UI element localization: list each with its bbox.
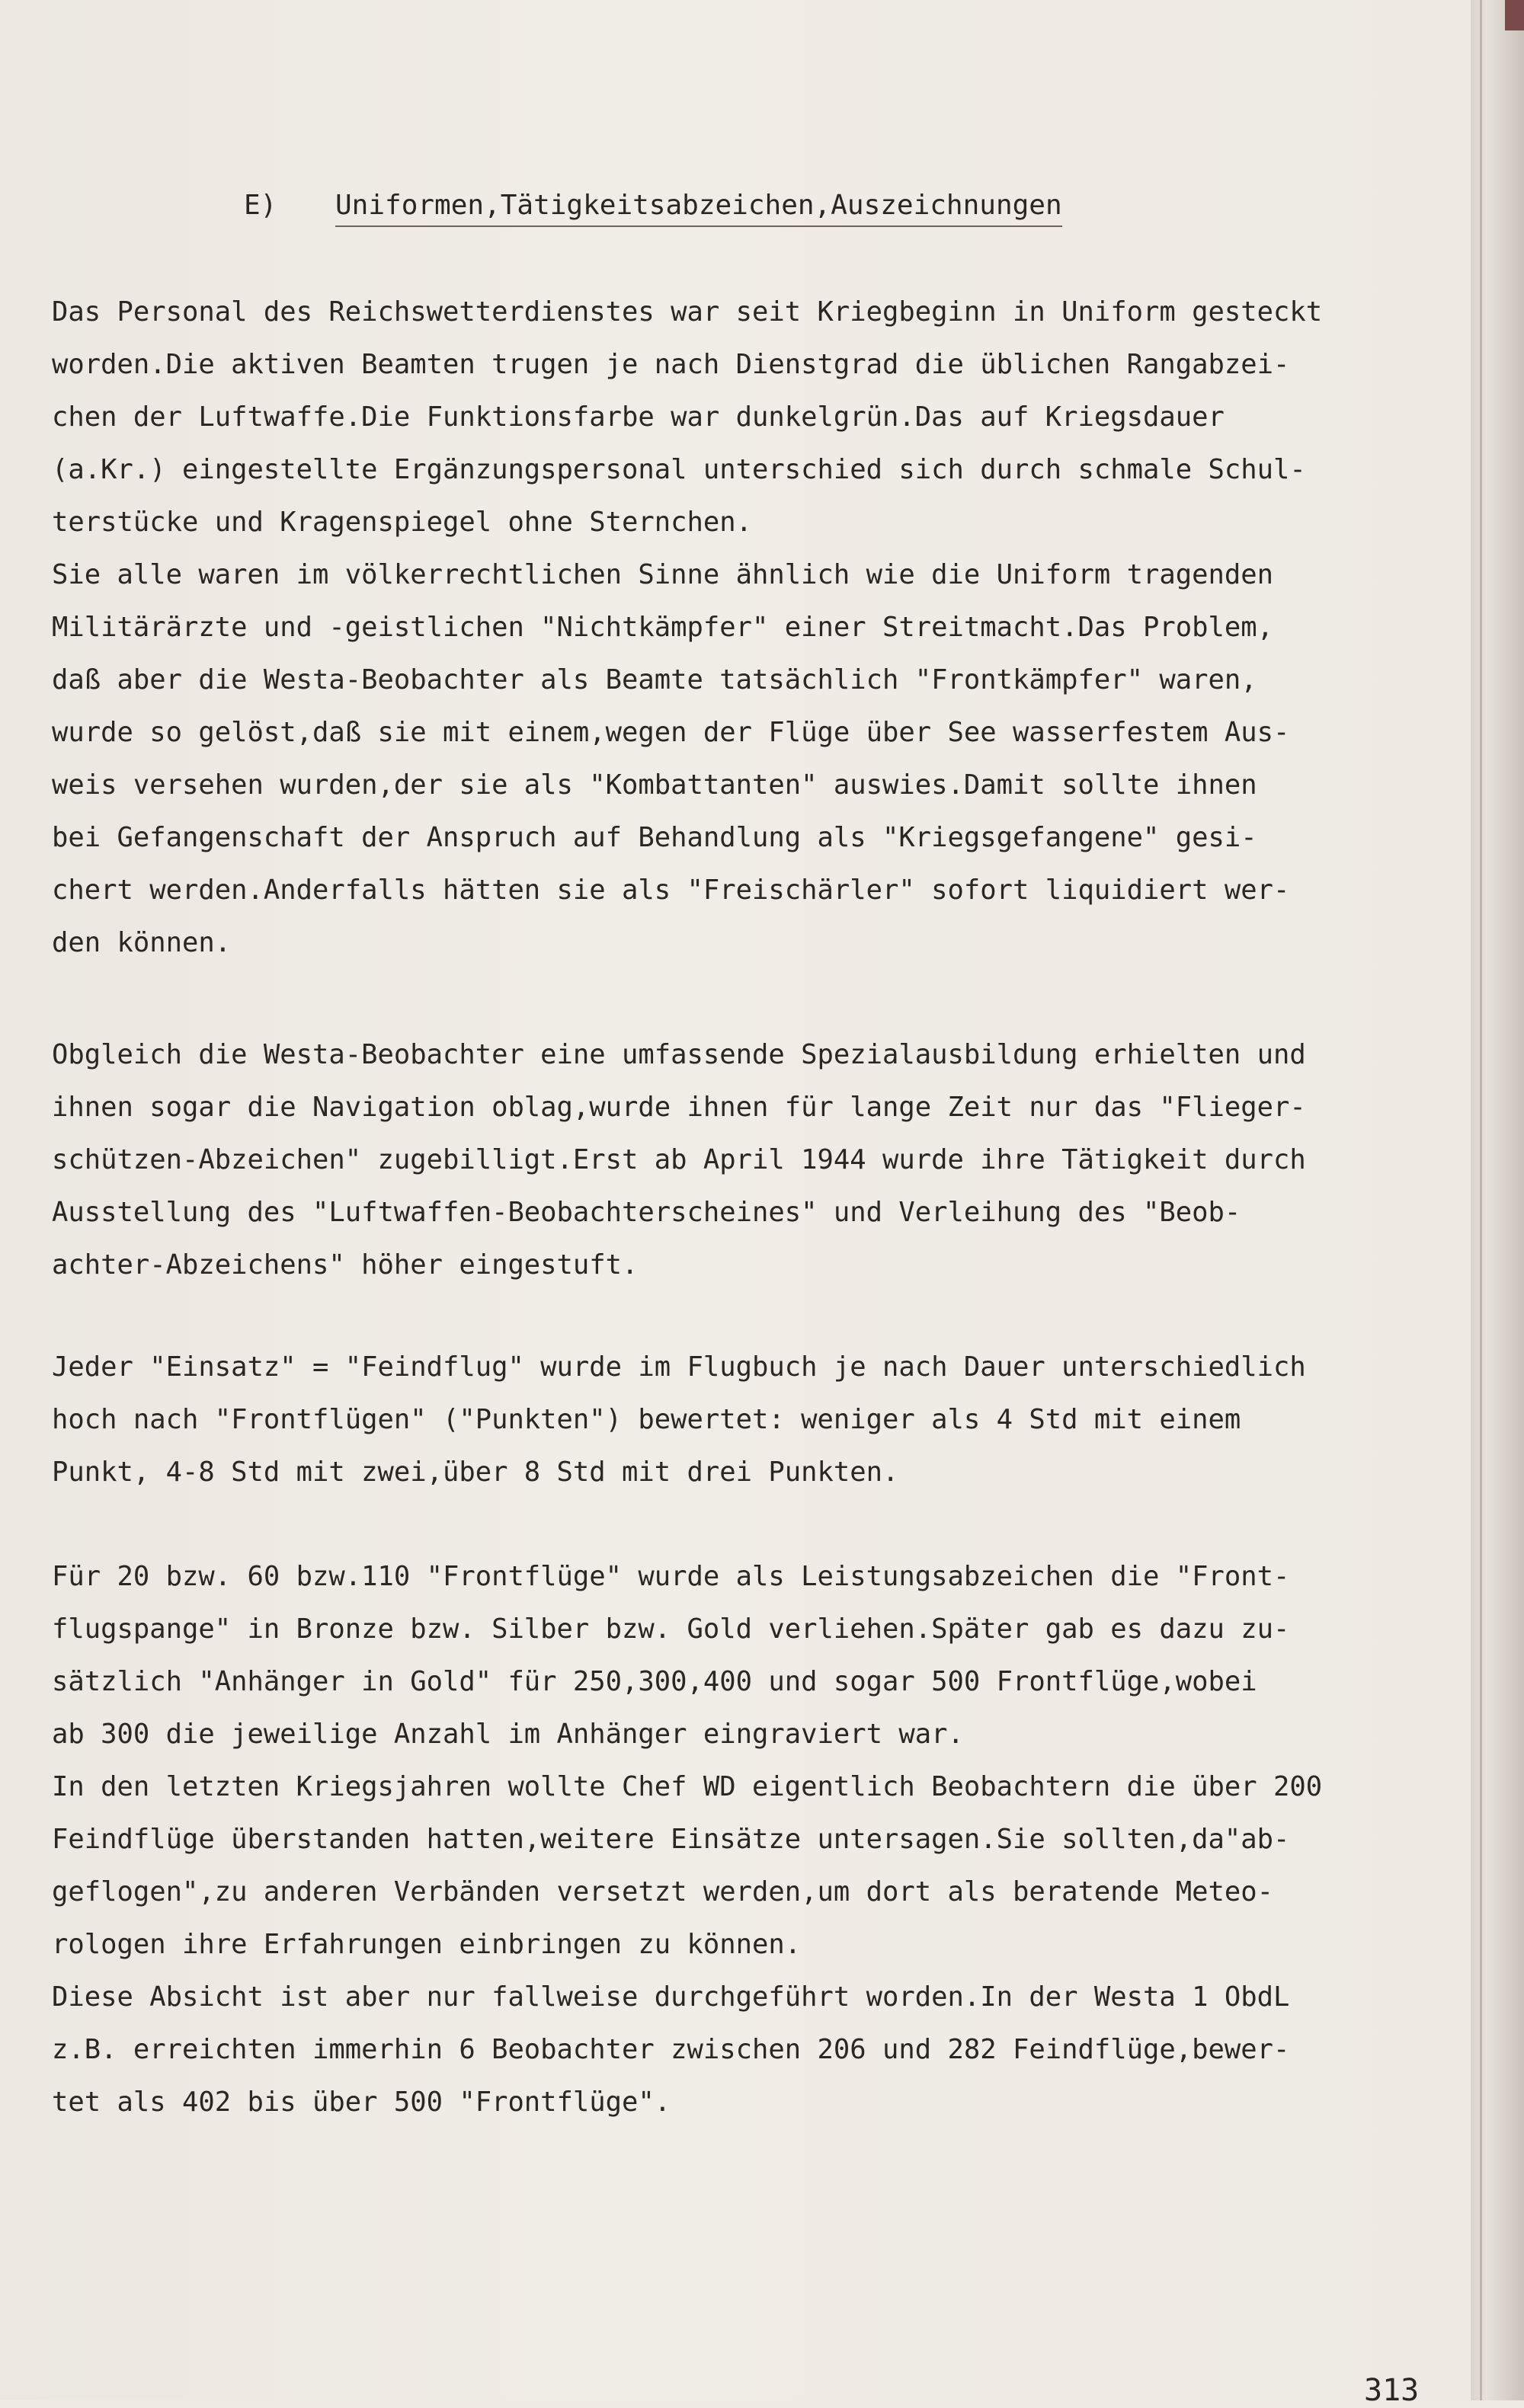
text-line: Diese Absicht ist aber nur fallweise durchgeführt worden.In der Westa 1 ObdL xyxy=(52,1981,1290,2013)
text-line: achter-Abzeichens" höher eingestuft. xyxy=(52,1249,639,1281)
text-line: In den letzten Kriegsjahren wollte Chef WD eigentlich Beobachtern die über 200 xyxy=(52,1771,1323,1802)
text-line: bei Gefangenschaft der Anspruch auf Behandlung als "Kriegsgefangene" gesi- xyxy=(52,822,1257,853)
text-line: schützen-Abzeichen" zugebilligt.Erst ab April 1944 wurde ihre Tätigkeit durch xyxy=(52,1144,1306,1175)
text-line: tet als 402 bis über 500 "Frontflüge". xyxy=(52,2087,671,2118)
text-line: Ausstellung des "Luftwaffen-Beobachterscheines" und Verleihung des "Beob- xyxy=(52,1197,1241,1228)
text-line: worden.Die aktiven Beamten trugen je nach Dienstgrad die üblichen Rangabzei- xyxy=(52,349,1290,380)
text-line: (a.Kr.) eingestellte Ergänzungspersonal unterschied sich durch schmale Schul- xyxy=(52,454,1306,485)
text-line: Punkt, 4-8 Std mit zwei,über 8 Std mit drei Punkten. xyxy=(52,1457,899,1488)
paragraph-uniform xyxy=(52,286,1408,969)
text-line: daß aber die Westa-Beobachter als Beamte tatsächlich "Frontkämpfer" waren, xyxy=(52,664,1257,696)
text-line: Militärärzte und -geistlichen "Nichtkämpfer" einer Streitmacht.Das Problem, xyxy=(52,612,1273,643)
paragraph-scoring xyxy=(52,1341,1408,1498)
section-letter: E) xyxy=(244,190,277,221)
text-line: hoch nach "Frontflügen" ("Punkten") bewertet: weniger als 4 Std mit einem xyxy=(52,1404,1241,1435)
text-line: chert werden.Anderfalls hätten sie als "Freischärler" sofort liquidiert wer- xyxy=(52,875,1290,906)
text-line: Obgleich die Westa-Beobachter eine umfassende Spezialausbildung erhielten und xyxy=(52,1039,1306,1070)
text-line: weis versehen wurden,der sie als "Kombattanten" auswies.Damit sollte ihnen xyxy=(52,769,1257,801)
text-line: ihnen sogar die Navigation oblag,wurde ihnen für lange Zeit nur das "Flieger- xyxy=(52,1092,1306,1123)
text-line: terstücke und Kragenspiegel ohne Sternchen. xyxy=(52,507,753,538)
text-line: den können. xyxy=(52,927,232,958)
page-edge-line xyxy=(1480,0,1482,2400)
page-number: 313 xyxy=(1364,2373,1420,2408)
text-line: Feindflüge überstanden hatten,weitere Einsätze untersagen.Sie sollten,da"ab- xyxy=(52,1824,1290,1855)
text-line: Jeder "Einsatz" = "Feindflug" wurde im Flugbuch je nach Dauer unterschiedlich xyxy=(52,1351,1306,1383)
text-line: wurde so gelöst,daß sie mit einem,wegen der Flüge über See wasserfestem Aus- xyxy=(52,717,1290,748)
text-line: geflogen",zu anderen Verbänden versetzt werden,um dort als beratende Meteo- xyxy=(52,1876,1273,1908)
text-line: ab 300 die jeweilige Anzahl im Anhänger eingraviert war. xyxy=(52,1719,964,1750)
page-edge-binding xyxy=(1471,0,1524,2400)
text-line: flugspange" in Bronze bzw. Silber bzw. Gold verliehen.Später gab es dazu zu- xyxy=(52,1613,1290,1645)
text-line: z.B. erreichten immerhin 6 Beobachter zwischen 206 und 282 Feindflüge,bewer- xyxy=(52,2034,1290,2065)
text-line: Das Personal des Reichswetterdienstes war seit Kriegbeginn in Uniform gesteckt xyxy=(52,296,1323,328)
section-title: Uniformen,Tätigkeitsabzeichen,Auszeichnungen xyxy=(335,189,1062,227)
paragraph-awards xyxy=(52,1550,1408,2128)
corner-tab xyxy=(1505,0,1524,30)
text-line: rologen ihre Erfahrungen einbringen zu können. xyxy=(52,1929,802,1960)
text-line: sätzlich "Anhänger in Gold" für 250,300,400 und sogar 500 Frontflüge,wobei xyxy=(52,1666,1257,1697)
text-line: chen der Luftwaffe.Die Funktionsfarbe war dunkelgrün.Das auf Kriegsdauer xyxy=(52,401,1225,433)
section-heading xyxy=(244,189,1062,227)
text-line: Für 20 bzw. 60 bzw.110 "Frontflüge" wurde als Leistungsabzeichen die "Front- xyxy=(52,1561,1290,1592)
paragraph-training xyxy=(52,1028,1408,1291)
text-line: Sie alle waren im völkerrechtlichen Sinne ähnlich wie die Uniform tragenden xyxy=(52,559,1273,590)
